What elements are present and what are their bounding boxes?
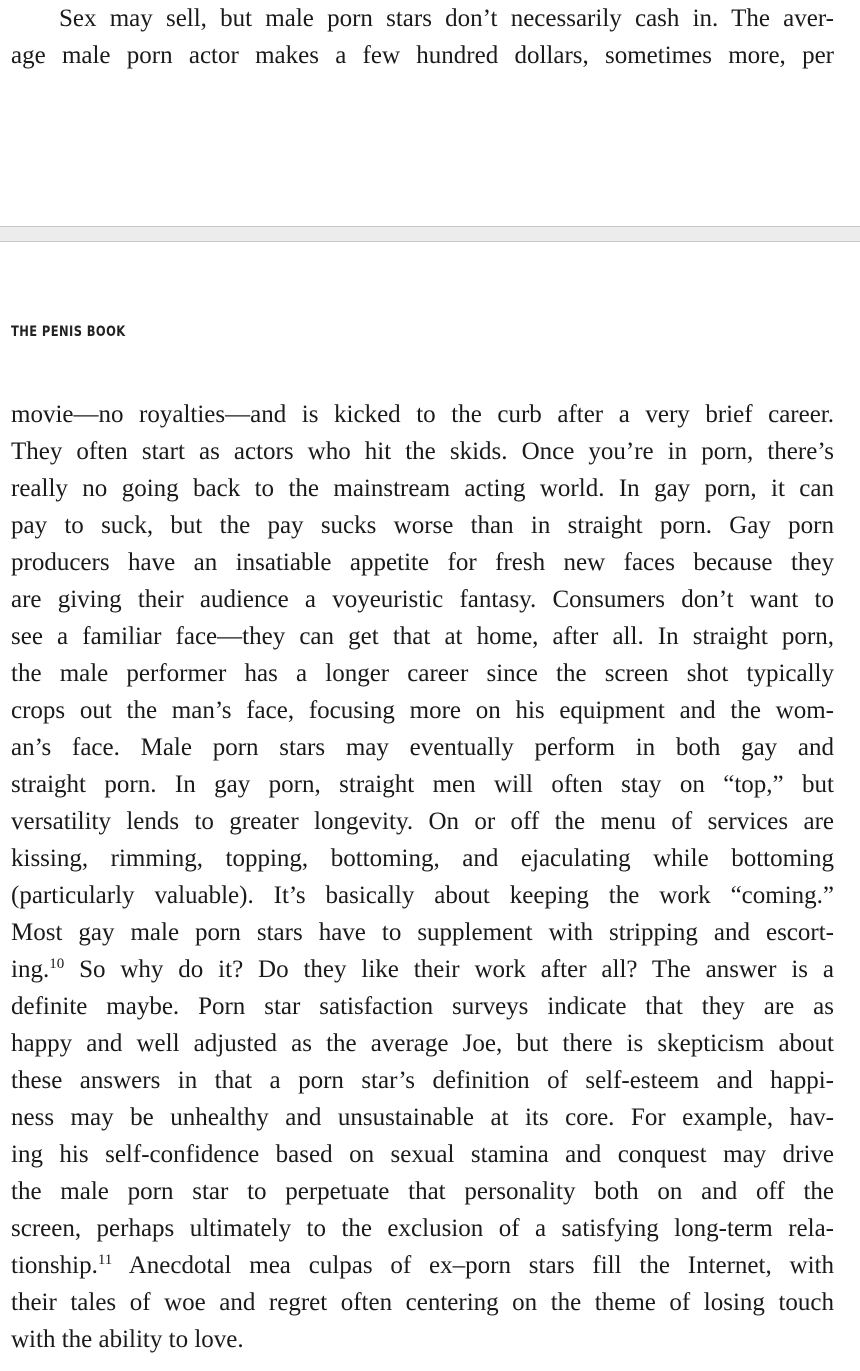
- text-segment: So why do it? Do they like their work after all? The answer is a: [64, 956, 834, 983]
- text-line: age male porn actor makes a few hundred dollars, sometimes more, per: [11, 42, 834, 69]
- text-line: producers have an insatiable appetite for fresh new faces because they: [11, 549, 834, 576]
- text-line: these answers in that a porn star’s definition of self-esteem and happi-: [11, 1067, 834, 1094]
- text-line: see a familiar face—they can get that at home, after all. In straight porn,: [11, 623, 834, 650]
- text-line: the male porn star to perpetuate that personality both on and off the: [11, 1178, 834, 1205]
- text-line: Most gay male porn stars have to supplement with stripping and escort-: [11, 919, 834, 946]
- text-line: kissing, rimming, topping, bottoming, and ejaculating while bottoming: [11, 845, 834, 872]
- text-line: Sex may sell, but male porn stars don’t necessarily cash in. The aver-: [59, 5, 834, 32]
- text-line: an’s face. Male porn stars may eventually perform in both gay and: [11, 734, 834, 761]
- text-line: versatility lends to greater longevity. On or off the menu of services are: [11, 808, 834, 835]
- text-line: pay to suck, but the pay sucks worse than in straight porn. Gay porn: [11, 512, 834, 539]
- text-line: [11, 951, 834, 988]
- text-line: definite maybe. Porn star satisfaction surveys indicate that they are as: [11, 993, 834, 1020]
- footnote-marker: 10: [49, 956, 65, 972]
- page-separator: [0, 226, 860, 242]
- text-line: their tales of woe and regret often centering on the theme of losing touch: [11, 1289, 834, 1316]
- text-line: crops out the man’s face, focusing more on his equipment and the wom-: [11, 697, 834, 724]
- text-line: They often start as actors who hit the skids. Once you’re in porn, there’s: [11, 438, 834, 465]
- text-line: ing his self-confidence based on sexual stamina and conquest may drive: [11, 1141, 834, 1168]
- text-segment: ing.: [11, 956, 50, 983]
- text-line: ness may be unhealthy and unsustainable at its core. For example, hav-: [11, 1104, 834, 1131]
- footnote-marker: 11: [97, 1252, 113, 1268]
- text-line: are giving their audience a voyeuristic fantasy. Consumers don’t want to: [11, 586, 834, 613]
- text-segment: Anecdotal mea culpas of ex–porn stars fill the Internet, with: [112, 1252, 834, 1279]
- text-line: with the ability to love.: [11, 1326, 244, 1353]
- text-line: screen, perhaps ultimately to the exclusion of a satisfying long-term rela-: [11, 1215, 834, 1242]
- running-head: THE PENIS BOOK: [11, 324, 126, 340]
- text-line: [11, 1247, 834, 1284]
- text-line: happy and well adjusted as the average Joe, but there is skepticism about: [11, 1030, 834, 1057]
- text-line: really no going back to the mainstream acting world. In gay porn, it can: [11, 475, 834, 502]
- text-line: straight porn. In gay porn, straight men will often stay on “top,” but: [11, 771, 834, 798]
- text-line: (particularly valuable). It’s basically about keeping the work “coming.”: [11, 882, 834, 909]
- text-segment: tionship.: [11, 1252, 98, 1279]
- text-line: the male performer has a longer career since the screen shot typically: [11, 660, 834, 687]
- text-line: movie—no royalties—and is kicked to the curb after a very brief career.: [11, 401, 834, 428]
